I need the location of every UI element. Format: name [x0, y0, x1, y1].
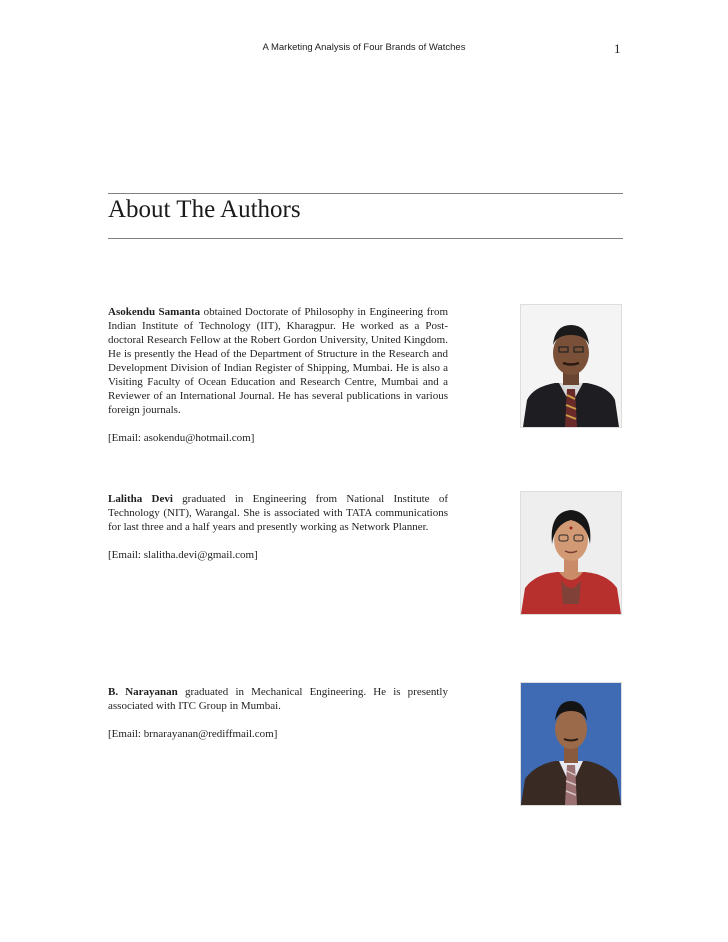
author-bio: graduated in Mechanical Engineering. He is presently associated with ITC Group in Mumbai. — [108, 686, 448, 712]
author-name: Asokendu Samanta — [108, 306, 201, 318]
author-photo — [520, 304, 622, 428]
author-bio-block — [108, 685, 448, 741]
author-bio: graduated in Engineering from National Institute of Technology (NIT), Warangal. She is associated with TATA communications for last three and a half years and presently working as Network Planner. — [108, 493, 448, 533]
author-photo — [520, 682, 622, 806]
author-email: [Email: asokendu@hotmail.com] — [108, 432, 255, 444]
heading-bottom-rule — [108, 238, 623, 239]
author-name: Lalitha Devi — [108, 493, 173, 505]
author-email: [Email: slalitha.devi@gmail.com] — [108, 549, 258, 561]
author-bio-block — [108, 492, 448, 562]
section-heading: About The Authors — [108, 196, 301, 223]
author-name: B. Narayanan — [108, 686, 178, 698]
running-header-title: A Marketing Analysis of Four Brands of Watches — [262, 42, 466, 53]
page-number: 1 — [614, 41, 621, 56]
author-email: [Email: brnarayanan@rediffmail.com] — [108, 728, 278, 740]
author-bio-block — [108, 305, 448, 445]
author-photo — [520, 491, 622, 615]
heading-top-rule — [108, 193, 623, 194]
author-bio: obtained Doctorate of Philosophy in Engineering from Indian Institute of Technology (IIT), Kharagpur. He worked as a Post-doctoral Research Fellow at the Robert Gordon University, United Kingdom. He is presently the Head of the Department of Structure in the Research and Development Division of Indian Register of Shipping, Mumbai. He is also a Visiting Faculty of Ocean Education and Research Centre, Mumbai and a Reviewer of an International Journal. He has several publications in various foreign journals. — [108, 306, 448, 416]
